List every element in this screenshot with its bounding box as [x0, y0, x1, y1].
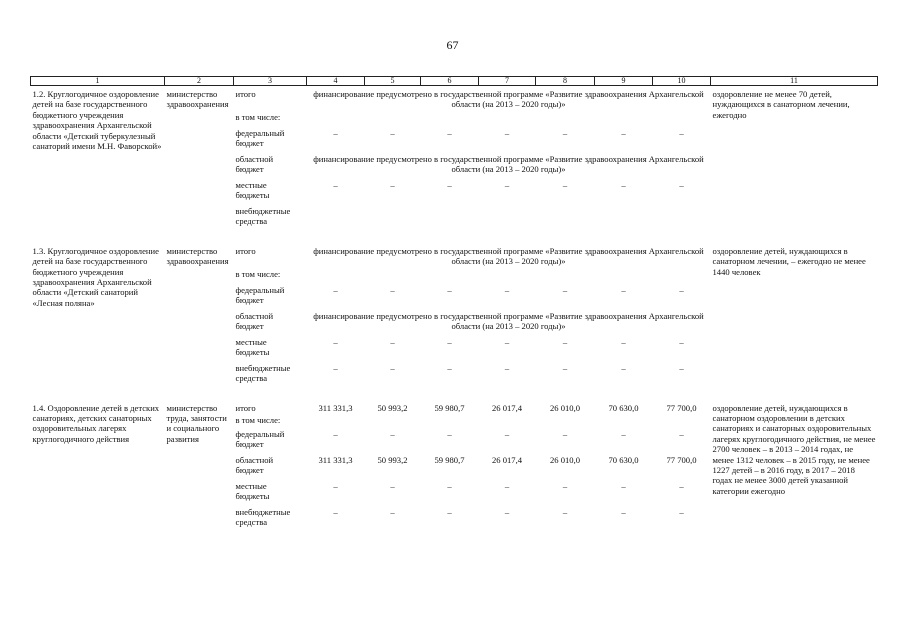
row-label-local: местные бюджеты: [235, 481, 270, 502]
row-label-including: в том числе:: [235, 415, 281, 426]
column-number: 6: [421, 77, 479, 86]
row-label-total: итого: [235, 402, 256, 413]
program-table: [30, 76, 878, 533]
dash-cell: –: [679, 127, 684, 138]
expected-result: оздоровление детей, нуждающихся в санаторном лечении, – ежегодно не менее 1440 человек: [712, 245, 866, 277]
funding-note: финансирование предусмотрено в государственной программе «Развитие здравоохранения Архангельской области (на 2013 – 2020 годы)»: [313, 245, 704, 267]
dash-cell: –: [621, 179, 626, 190]
dash-cell: –: [562, 336, 568, 347]
dash-cell: –: [621, 284, 626, 295]
row-label-including: в том числе:: [235, 268, 281, 279]
dash-cell: –: [562, 507, 568, 518]
amount-cell: 26 010,0: [549, 402, 581, 413]
dash-cell: –: [562, 179, 568, 190]
dash-cell: –: [390, 481, 395, 492]
dash-cell: –: [390, 507, 395, 518]
amount-cell: 77 700,0: [666, 455, 697, 466]
funding-note: финансирование предусмотрено в государственной программе «Развитие здравоохранения Архангельской области (на 2013 – 2020 годы)»: [313, 89, 704, 110]
dash-cell: –: [504, 127, 510, 138]
column-number: 11: [711, 77, 878, 86]
dash-cell: –: [447, 179, 452, 190]
dash-cell: –: [447, 284, 452, 295]
dash-cell: –: [504, 507, 510, 518]
dash-cell: –: [447, 362, 452, 373]
row-label-regional: областной бюджет: [235, 310, 274, 332]
dash-cell: –: [333, 284, 338, 295]
dash-cell: –: [679, 336, 684, 347]
section-row: [31, 86, 878, 110]
dash-cell: –: [679, 481, 684, 492]
row-label-extrabudget: внебюджетные средства: [235, 507, 291, 528]
row-label-extrabudget: внебюджетные средства: [235, 205, 291, 227]
row-label-total: итого: [235, 89, 256, 99]
dash-cell: –: [621, 507, 626, 518]
column-number: 7: [479, 77, 536, 86]
row-label-total: итого: [235, 245, 256, 256]
amount-cell: 70 630,0: [608, 402, 639, 413]
dash-cell: –: [504, 336, 510, 347]
executor: министерство здравоохранения: [166, 245, 229, 267]
funding-note: финансирование предусмотрено в государственной программе «Развитие здравоохранения Архангельской области (на 2013 – 2020 годы)»: [313, 153, 704, 175]
expected-result: оздоровление детей, нуждающихся в санаторном оздоровлении в детских санаториях и санаторных оздоровительных лагерях круглогодичного действия, не менее 2700 человек – в 2013 – 2014 годах, не менее 1312 человек – в 2015 году, не менее 1227 детей – в 2016 году, в 2017 – 2018 годах не менее 3000 детей указанной категории ежегодно: [712, 402, 876, 496]
section-row: [31, 403, 878, 413]
amount-cell: 311 331,3: [318, 455, 353, 466]
dash-cell: –: [390, 429, 395, 440]
amount-cell: 50 993,2: [377, 402, 408, 413]
amount-cell: 77 700,0: [666, 402, 697, 413]
column-number: 8: [536, 77, 595, 86]
row-label-federal: федеральный бюджет: [235, 127, 285, 149]
measure-title: 1.4. Оздоровление детей в детских санаториях, детских санаторных оздоровительных лагерях круглогодичного действия: [32, 402, 160, 444]
dash-cell: –: [504, 429, 510, 440]
row-label-local: местные бюджеты: [235, 336, 270, 358]
amount-cell: 26 017,4: [491, 455, 523, 466]
amount-cell: 26 010,0: [549, 455, 581, 466]
row-label-local: местные бюджеты: [235, 179, 270, 201]
measure-title: 1.3. Круглогодичное оздоровление детей на базе государственного бюджетного учреждения здравоохранения Архангельской области «Детский санаторий «Лесная поляна»: [32, 245, 159, 308]
dash-cell: –: [504, 362, 510, 373]
dash-cell: –: [621, 481, 626, 492]
dash-cell: –: [679, 284, 684, 295]
amount-cell: 70 630,0: [608, 455, 639, 466]
row-label-including: в том числе:: [235, 111, 281, 122]
dash-cell: –: [333, 481, 338, 492]
funding-note: финансирование предусмотрено в государственной программе «Развитие здравоохранения Архангельской области (на 2013 – 2020 годы)»: [313, 310, 704, 332]
dash-cell: –: [447, 127, 452, 138]
dash-cell: –: [447, 429, 452, 440]
dash-cell: –: [562, 127, 568, 138]
dash-cell: –: [390, 362, 395, 373]
dash-cell: –: [621, 127, 626, 138]
dash-cell: –: [333, 362, 338, 373]
row-label-federal: федеральный бюджет: [235, 429, 285, 450]
expected-result: оздоровление не менее 70 детей, нуждающихся в санаторном лечении, ежегодно: [712, 89, 850, 120]
amount-cell: 59 980,7: [434, 455, 465, 466]
amount-cell: 59 980,7: [434, 402, 465, 413]
dash-cell: –: [504, 179, 510, 190]
dash-cell: –: [390, 127, 395, 138]
executor: министерство труда, занятости и социального развития: [166, 402, 227, 444]
dash-cell: –: [447, 507, 452, 518]
dash-cell: –: [562, 429, 568, 440]
section-row: [31, 246, 878, 267]
row-label-federal: федеральный бюджет: [235, 284, 285, 306]
dash-cell: –: [504, 284, 510, 295]
row-label-regional: областной бюджет: [235, 153, 274, 175]
dash-cell: –: [679, 429, 684, 440]
column-number: 4: [307, 77, 365, 86]
dash-cell: –: [447, 336, 452, 347]
dash-cell: –: [447, 481, 452, 492]
dash-cell: –: [679, 179, 684, 190]
dash-cell: –: [679, 362, 684, 373]
dash-cell: –: [333, 127, 338, 138]
measure-title: 1.2. Круглогодичное оздоровление детей на базе государственного бюджетного учреждения здравоохранения Архангельской области «Детский туберкулезный санаторий имени М.Н. Фаворской»: [32, 89, 162, 152]
dash-cell: –: [562, 481, 568, 492]
row-label-extrabudget: внебюджетные средства: [235, 362, 291, 384]
dash-cell: –: [390, 284, 395, 295]
dash-cell: –: [562, 284, 568, 295]
dash-cell: –: [333, 336, 338, 347]
column-number: 1: [31, 77, 165, 86]
column-number: 2: [165, 77, 234, 86]
dash-cell: –: [621, 362, 626, 373]
row-label-regional: областной бюджет: [235, 455, 274, 476]
amount-cell: 50 993,2: [377, 455, 408, 466]
dash-cell: –: [562, 362, 568, 373]
dash-cell: –: [504, 481, 510, 492]
amount-cell: 26 017,4: [491, 402, 523, 413]
amount-cell: 311 331,3: [318, 402, 353, 413]
dash-cell: –: [621, 429, 626, 440]
column-number: 10: [653, 77, 711, 86]
dash-cell: –: [333, 429, 338, 440]
column-number: 9: [595, 77, 653, 86]
page-number: 67: [446, 38, 459, 52]
dash-cell: –: [621, 336, 626, 347]
dash-cell: –: [390, 179, 395, 190]
column-number: 3: [234, 77, 307, 86]
dash-cell: –: [390, 336, 395, 347]
executor: министерство здравоохранения: [166, 89, 229, 110]
dash-cell: –: [333, 179, 338, 190]
dash-cell: –: [679, 507, 684, 518]
column-number-row: [31, 77, 878, 86]
dash-cell: –: [333, 507, 338, 518]
column-number: 5: [365, 77, 421, 86]
